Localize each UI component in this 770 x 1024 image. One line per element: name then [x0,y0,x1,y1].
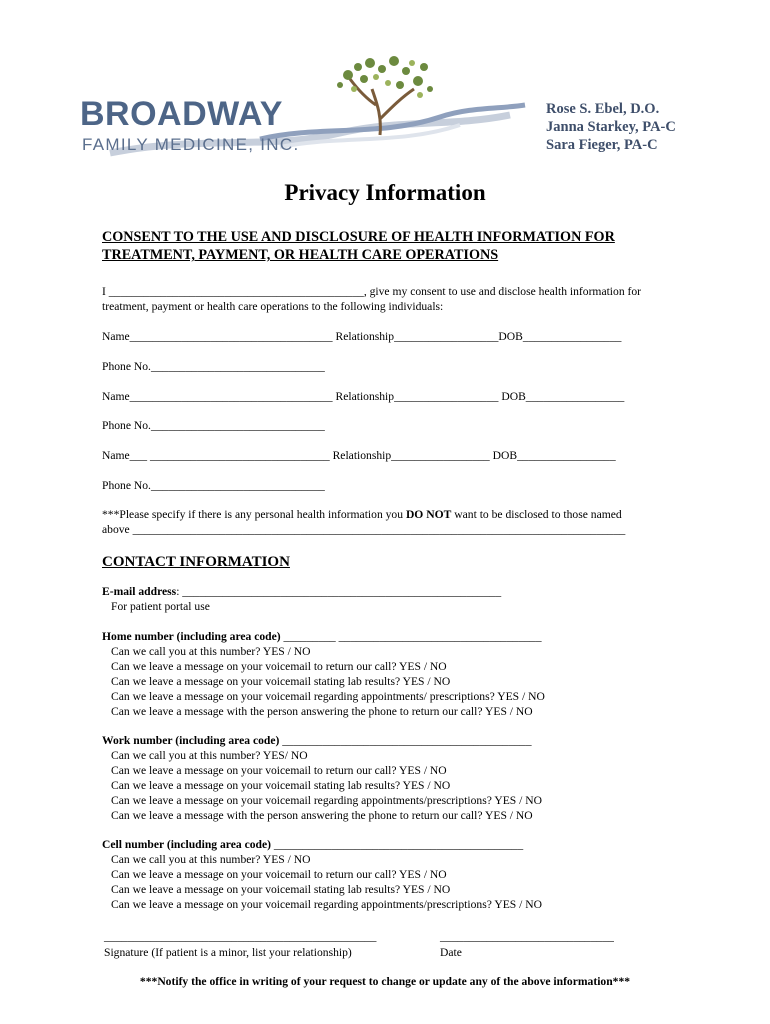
footer-notice: ***Notify the office in writing of your request to change or update any of the above information*** [139,975,631,988]
logo-subtitle: FAMILY MEDICINE, INC. [82,135,300,154]
date-line: ______________________________ [440,930,614,943]
home-question: Can we leave a message on your voicemail regarding appointments/ prescriptions? YES / NO [111,690,545,703]
date-label: Date [440,946,462,959]
provider-3: Sara Fieger, PA-C [546,137,658,153]
consent-heading-line1: CONSENT TO THE USE AND DISCLOSURE OF HEALTH INFORMATION FOR [102,229,615,245]
work-question: Can we leave a message on your voicemail regarding appointments/prescriptions? YES / NO [111,794,542,807]
cell-number-row: Cell number (including area code) ___________________________________________ [102,838,524,851]
home-question: Can we leave a message on your voicemail to return our call? YES / NO [111,660,447,673]
authorized-person-2-phone: Phone No.______________________________ [102,419,325,432]
cell-question: Can we call you at this number? YES / NO [111,853,311,866]
email-row: E-mail address: _______________________________________________________ [102,585,502,598]
consent-intro-line2: treatment, payment or health care operations to the following individuals: [102,300,444,313]
consent-heading-line2: TREATMENT, PAYMENT, OR HEALTH CARE OPERATIONS [102,247,499,263]
authorized-person-1-row: Name___________________________________ Relationship__________________DOB_________________ [102,330,622,343]
contact-heading: CONTACT INFORMATION [102,554,290,570]
authorized-person-2-row: Name___________________________________ Relationship__________________ DOB_________________ [102,390,625,403]
logo-name: BROADWAY [80,95,283,133]
consent-intro-line1: I ____________________________________________, give my consent to use and disclose health information for [102,285,642,298]
cell-question: Can we leave a message on your voicemail regarding appointments/prescriptions? YES / NO [111,898,542,911]
practice-logo [80,55,530,170]
home-number-row: Home number (including area code) _________ ___________________________________ [102,630,542,643]
cell-question: Can we leave a message on your voicemail stating lab results? YES / NO [111,883,451,896]
exclusion-note-line2: above _____________________________________________________________________________________ [102,523,626,536]
cell-question: Can we leave a message on your voicemail to return our call? YES / NO [111,868,447,881]
exclusion-note: ***Please specify if there is any personal health information you DO NOT want to be disclosed to those named [102,508,622,521]
provider-1: Rose S. Ebel, D.O. [546,101,660,117]
work-question: Can we call you at this number? YES/ NO [111,749,308,762]
authorized-person-3-phone: Phone No.______________________________ [102,479,325,492]
authorized-person-3-row: Name___ _______________________________ Relationship_________________ DOB_________________ [102,449,616,462]
work-question: Can we leave a message with the person answering the phone to return our call? YES / NO [111,809,533,822]
page-title: Privacy Information [284,180,486,205]
signature-line: _______________________________________________ [104,930,377,943]
authorized-person-1-phone: Phone No.______________________________ [102,360,325,373]
home-question: Can we leave a message with the person answering the phone to return our call? YES / NO [111,705,533,718]
work-number-row: Work number (including area code) ___________________________________________ [102,734,532,747]
signature-label: Signature (If patient is a minor, list your relationship) [104,946,352,959]
work-question: Can we leave a message on your voicemail to return our call? YES / NO [111,764,447,777]
home-question: Can we call you at this number? YES / NO [111,645,311,658]
provider-2: Janna Starkey, PA-C [546,119,676,135]
work-question: Can we leave a message on your voicemail stating lab results? YES / NO [111,779,451,792]
email-note: For patient portal use [111,600,210,613]
home-question: Can we leave a message on your voicemail stating lab results? YES / NO [111,675,451,688]
